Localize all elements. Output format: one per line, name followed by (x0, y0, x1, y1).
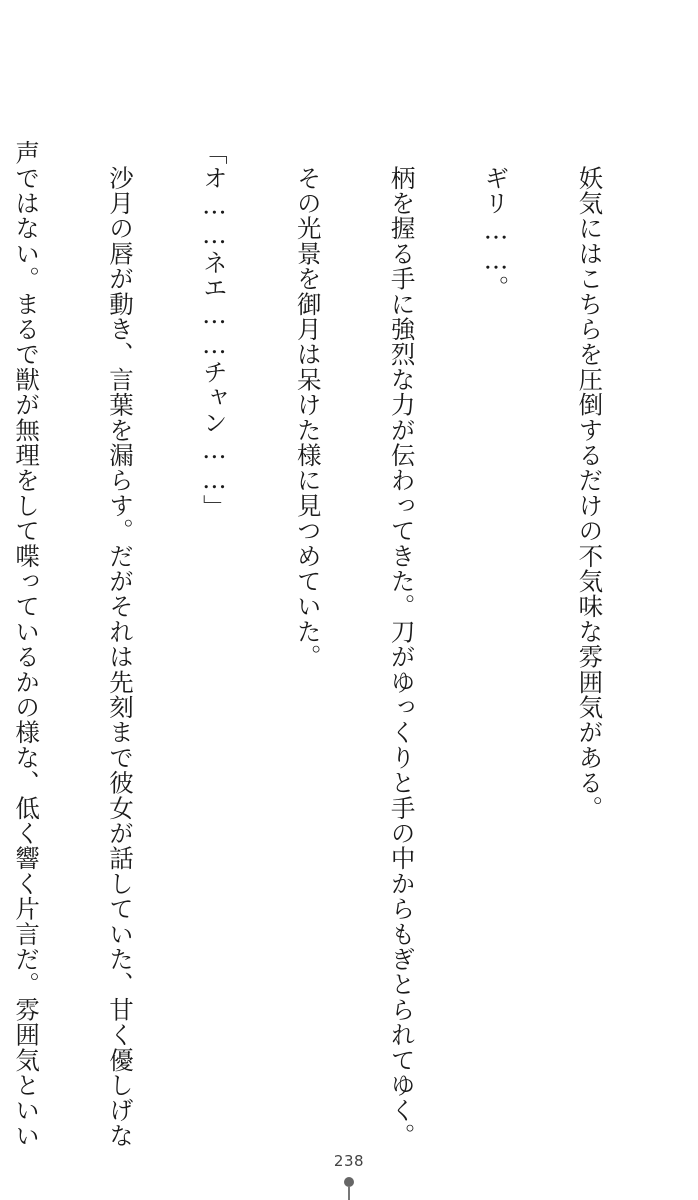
text-line: 沙月の唇が動き、言葉を漏らす。だがそれは先刻まで彼女が話していた、甘く優しげな (105, 140, 135, 1149)
text-line: 「オ……ネエ……チャン……」 (199, 140, 229, 520)
page-marker-stem (348, 1187, 350, 1200)
text-line: ギリ……。 (481, 140, 511, 301)
page-marker-dot-icon (344, 1177, 354, 1187)
text-line: 声ではない。まるで獣が無理をして喋っているかの様な、低く響く片言だ。雰囲気といい (12, 140, 42, 1148)
text-line: 柄を握る手に強烈な力が伝わってきた。刀がゆっくりと手の中からもぎとられてゆく。 (387, 140, 417, 1148)
novel-text-body (0, 140, 668, 1149)
page-number: 238 (333, 1152, 365, 1170)
text-line: 妖気にはこちらを圧倒するだけの不気味な雰囲気がある。 (575, 140, 605, 821)
text-line: その光景を御月は呆けた様に見つめていた。 (293, 140, 323, 670)
